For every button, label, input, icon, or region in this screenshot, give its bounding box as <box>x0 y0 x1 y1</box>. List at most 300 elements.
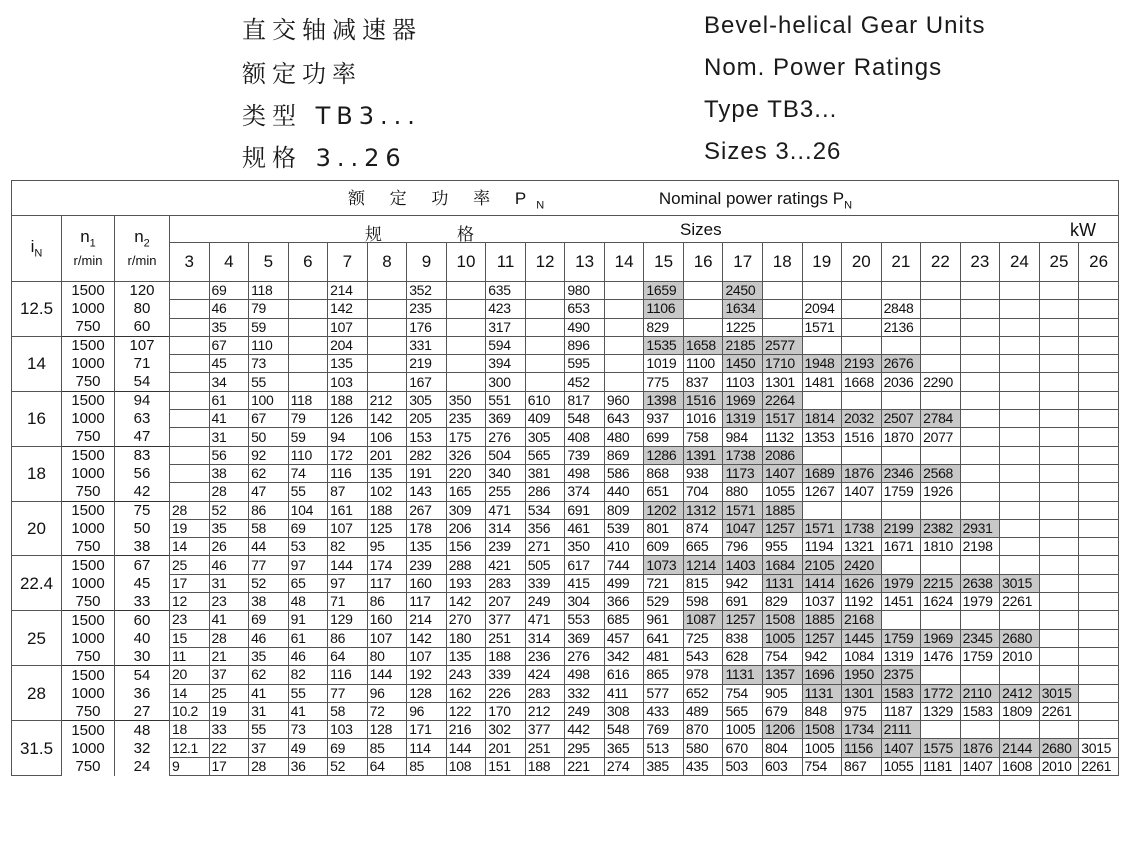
power-value-cell: 302 <box>486 721 526 739</box>
power-value-cell: 144 <box>367 666 407 684</box>
power-value-cell: 880 <box>723 483 763 501</box>
n1-cell: 1500 <box>62 282 115 300</box>
power-value-cell: 1772 <box>921 684 961 702</box>
power-value-cell <box>1000 666 1040 684</box>
power-value-cell: 2375 <box>881 666 921 684</box>
power-value-cell <box>1039 593 1079 611</box>
power-value-cell: 176 <box>407 318 447 336</box>
power-value-cell: 44 <box>249 538 289 556</box>
power-value-cell: 411 <box>604 684 644 702</box>
power-value-cell: 276 <box>565 647 605 665</box>
power-value-cell: 2931 <box>960 519 1000 537</box>
power-value-cell <box>921 282 961 300</box>
size-col-header: 4 <box>209 243 249 282</box>
size-col-header: 20 <box>842 243 882 282</box>
power-value-cell: 206 <box>446 519 486 537</box>
power-value-cell <box>1000 501 1040 519</box>
power-value-cell: 69 <box>328 739 368 757</box>
power-value-cell: 135 <box>407 538 447 556</box>
power-value-cell: 10.2 <box>170 702 210 720</box>
power-value-cell: 1979 <box>881 574 921 592</box>
power-value-cell: 128 <box>367 721 407 739</box>
power-value-cell <box>288 355 328 373</box>
power-value-cell: 274 <box>604 757 644 775</box>
power-value-cell: 503 <box>723 757 763 775</box>
power-value-cell: 408 <box>565 428 605 446</box>
power-value-cell <box>842 446 882 464</box>
power-value-cell: 594 <box>486 336 526 354</box>
power-value-cell: 220 <box>446 464 486 482</box>
power-value-cell: 2450 <box>723 282 763 300</box>
power-value-cell <box>1039 300 1079 318</box>
power-value-cell: 457 <box>604 629 644 647</box>
power-value-cell: 174 <box>367 556 407 574</box>
power-value-cell <box>802 446 842 464</box>
power-value-cell: 505 <box>525 556 565 574</box>
power-value-cell: 85 <box>367 739 407 757</box>
power-value-cell: 350 <box>446 391 486 409</box>
power-value-cell: 180 <box>446 629 486 647</box>
power-value-cell: 17 <box>209 757 249 775</box>
n2-cell: 27 <box>115 702 170 720</box>
power-value-cell: 1407 <box>960 757 1000 775</box>
power-value-cell: 67 <box>209 336 249 354</box>
power-value-cell <box>921 721 961 739</box>
power-value-cell: 2784 <box>921 410 961 428</box>
power-value-cell: 3015 <box>1079 739 1119 757</box>
power-value-cell: 1759 <box>881 629 921 647</box>
power-value-cell: 775 <box>644 373 684 391</box>
power-value-cell: 534 <box>525 501 565 519</box>
power-value-cell <box>446 336 486 354</box>
power-value-cell: 670 <box>723 739 763 757</box>
ratio-cell: 20 <box>12 501 62 556</box>
table-row <box>12 629 1119 647</box>
power-value-cell: 610 <box>525 391 565 409</box>
power-value-cell: 221 <box>565 757 605 775</box>
power-value-cell: 142 <box>328 300 368 318</box>
n1-cell: 750 <box>62 593 115 611</box>
power-value-cell: 617 <box>565 556 605 574</box>
sizes-header <box>170 216 1119 243</box>
power-value-cell: 212 <box>525 702 565 720</box>
power-value-cell <box>842 336 882 354</box>
table-row <box>12 647 1119 665</box>
power-value-cell <box>960 410 1000 428</box>
power-value-cell <box>1039 483 1079 501</box>
power-value-cell: 2848 <box>881 300 921 318</box>
power-value-cell: 1357 <box>762 666 802 684</box>
power-value-cell <box>881 446 921 464</box>
power-value-cell: 1571 <box>802 519 842 537</box>
power-value-cell <box>367 336 407 354</box>
power-value-cell: 801 <box>644 519 684 537</box>
size-col-header: 11 <box>486 243 526 282</box>
power-value-cell <box>960 355 1000 373</box>
power-value-cell: 129 <box>328 611 368 629</box>
size-col-header: 25 <box>1039 243 1079 282</box>
power-value-cell: 1194 <box>802 538 842 556</box>
power-value-cell: 721 <box>644 574 684 592</box>
power-value-cell: 35 <box>209 318 249 336</box>
power-value-cell: 175 <box>446 428 486 446</box>
power-value-cell: 1131 <box>723 666 763 684</box>
power-value-cell <box>1079 538 1119 556</box>
power-value-cell: 1809 <box>1000 702 1040 720</box>
power-value-cell: 3015 <box>1000 574 1040 592</box>
power-value-cell: 975 <box>842 702 882 720</box>
power-value-cell <box>921 336 961 354</box>
power-value-cell: 440 <box>604 483 644 501</box>
power-value-cell: 64 <box>367 757 407 775</box>
power-value-cell: 73 <box>249 355 289 373</box>
power-value-cell: 214 <box>328 282 368 300</box>
power-value-cell: 2577 <box>762 336 802 354</box>
power-value-cell: 201 <box>367 446 407 464</box>
power-value-cell: 1979 <box>960 593 1000 611</box>
power-value-cell: 1398 <box>644 391 684 409</box>
table-row <box>12 574 1119 592</box>
n1-cell: 1500 <box>62 391 115 409</box>
power-value-cell: 1950 <box>842 666 882 684</box>
size-col-header: 12 <box>525 243 565 282</box>
power-value-cell: 48 <box>288 593 328 611</box>
power-value-cell <box>960 666 1000 684</box>
power-value-cell: 499 <box>604 574 644 592</box>
power-value-cell: 2144 <box>1000 739 1040 757</box>
power-value-cell <box>1079 556 1119 574</box>
power-value-cell <box>1079 336 1119 354</box>
title-zh-line-4: 规格 3..26 <box>242 144 407 172</box>
power-value-cell <box>960 483 1000 501</box>
power-value-cell <box>1000 428 1040 446</box>
power-value-cell <box>1079 410 1119 428</box>
power-value-cell: 69 <box>249 611 289 629</box>
power-value-cell <box>1039 501 1079 519</box>
power-value-cell: 1451 <box>881 593 921 611</box>
power-value-cell: 45 <box>209 355 249 373</box>
power-value-cell: 2412 <box>1000 684 1040 702</box>
power-value-cell: 35 <box>209 519 249 537</box>
power-value-cell: 25 <box>209 684 249 702</box>
power-value-cell <box>170 373 210 391</box>
power-value-cell: 142 <box>367 410 407 428</box>
power-value-cell: 17 <box>170 574 210 592</box>
power-value-cell: 142 <box>446 593 486 611</box>
power-value-cell: 236 <box>525 647 565 665</box>
power-value-cell: 135 <box>328 355 368 373</box>
power-value-cell: 308 <box>604 702 644 720</box>
power-value-cell: 837 <box>683 373 723 391</box>
power-value-cell <box>960 300 1000 318</box>
power-value-cell: 295 <box>565 739 605 757</box>
power-value-cell <box>881 501 921 519</box>
power-value-cell: 96 <box>407 702 447 720</box>
power-value-cell: 226 <box>486 684 526 702</box>
n2-cell: 60 <box>115 611 170 629</box>
power-value-cell: 1571 <box>802 318 842 336</box>
table-row <box>12 483 1119 501</box>
power-value-cell <box>446 300 486 318</box>
size-col-header: 19 <box>802 243 842 282</box>
power-value-cell: 332 <box>565 684 605 702</box>
power-value-cell: 219 <box>407 355 447 373</box>
power-value-cell: 815 <box>683 574 723 592</box>
power-value-cell: 214 <box>407 611 447 629</box>
power-value-cell: 2010 <box>1039 757 1079 775</box>
power-value-cell: 107 <box>407 647 447 665</box>
power-value-cell <box>960 336 1000 354</box>
power-value-cell: 896 <box>565 336 605 354</box>
power-value-cell: 350 <box>565 538 605 556</box>
power-value-cell: 67 <box>249 410 289 428</box>
power-value-cell: 1257 <box>723 611 763 629</box>
power-value-cell: 1084 <box>842 647 882 665</box>
power-value-cell: 305 <box>407 391 447 409</box>
power-value-cell: 1658 <box>683 336 723 354</box>
power-value-cell: 107 <box>328 318 368 336</box>
power-value-cell <box>1000 464 1040 482</box>
power-value-cell: 796 <box>723 538 763 556</box>
ratio-cell: 18 <box>12 446 62 501</box>
power-value-cell <box>1039 629 1079 647</box>
power-value-cell: 216 <box>446 721 486 739</box>
power-value-cell: 38 <box>209 464 249 482</box>
table-row <box>12 593 1119 611</box>
power-value-cell <box>525 355 565 373</box>
power-value-cell: 421 <box>486 556 526 574</box>
power-value-cell: 1037 <box>802 593 842 611</box>
power-value-cell: 2193 <box>842 355 882 373</box>
power-value-cell <box>762 300 802 318</box>
n1-cell: 750 <box>62 757 115 775</box>
power-value-cell: 31 <box>209 574 249 592</box>
n2-cell: 30 <box>115 647 170 665</box>
power-value-cell <box>446 318 486 336</box>
power-value-cell: 128 <box>407 684 447 702</box>
power-value-cell <box>1079 318 1119 336</box>
power-value-cell: 286 <box>525 483 565 501</box>
power-value-cell: 107 <box>367 629 407 647</box>
power-value-cell: 595 <box>565 355 605 373</box>
power-value-cell: 342 <box>604 647 644 665</box>
power-value-cell <box>1000 483 1040 501</box>
power-value-cell: 249 <box>565 702 605 720</box>
n2-cell: 83 <box>115 446 170 464</box>
power-value-cell: 1414 <box>802 574 842 592</box>
power-value-cell: 61 <box>209 391 249 409</box>
power-value-cell: 2010 <box>1000 647 1040 665</box>
size-col-header: 23 <box>960 243 1000 282</box>
table-title-zh: 额 定 功 率 P <box>347 189 537 209</box>
power-value-cell: 1005 <box>802 739 842 757</box>
power-value-cell: 201 <box>486 739 526 757</box>
power-value-cell: 2420 <box>842 556 882 574</box>
power-value-cell: 331 <box>407 336 447 354</box>
power-value-cell <box>1079 282 1119 300</box>
table-row <box>12 757 1119 775</box>
ratio-cell: 16 <box>12 391 62 446</box>
power-value-cell: 69 <box>288 519 328 537</box>
power-value-cell: 2215 <box>921 574 961 592</box>
power-value-cell: 19 <box>170 519 210 537</box>
power-value-cell <box>525 373 565 391</box>
n1-cell: 1500 <box>62 611 115 629</box>
power-value-cell: 481 <box>644 647 684 665</box>
power-value-cell: 829 <box>762 593 802 611</box>
power-value-cell: 100 <box>249 391 289 409</box>
size-col-header: 3 <box>170 243 210 282</box>
power-value-cell: 41 <box>209 410 249 428</box>
power-value-cell: 41 <box>249 684 289 702</box>
power-value-cell: 1257 <box>802 629 842 647</box>
power-value-cell: 2086 <box>762 446 802 464</box>
power-value-cell: 1047 <box>723 519 763 537</box>
power-value-cell: 1257 <box>762 519 802 537</box>
power-value-cell: 1445 <box>842 629 882 647</box>
power-value-cell: 188 <box>367 501 407 519</box>
power-value-cell <box>170 336 210 354</box>
power-value-cell: 1476 <box>921 647 961 665</box>
power-value-cell <box>170 300 210 318</box>
power-value-cell: 2638 <box>960 574 1000 592</box>
power-value-cell: 86 <box>249 501 289 519</box>
power-value-cell: 1156 <box>842 739 882 757</box>
power-value-cell: 106 <box>367 428 407 446</box>
power-value-cell: 1206 <box>762 721 802 739</box>
power-value-cell: 365 <box>604 739 644 757</box>
power-value-cell: 23 <box>170 611 210 629</box>
power-value-cell <box>170 464 210 482</box>
power-value-cell: 423 <box>486 300 526 318</box>
power-value-cell <box>170 318 210 336</box>
power-value-cell: 46 <box>249 629 289 647</box>
power-value-cell: 85 <box>407 757 447 775</box>
power-value-cell: 28 <box>209 629 249 647</box>
power-value-cell: 62 <box>249 666 289 684</box>
power-value-cell: 14 <box>170 684 210 702</box>
n1-cell: 1000 <box>62 355 115 373</box>
table-row <box>12 611 1119 629</box>
table-row <box>12 739 1119 757</box>
power-value-cell <box>1039 428 1079 446</box>
n2-cell: 80 <box>115 300 170 318</box>
power-value-cell: 424 <box>525 666 565 684</box>
power-value-cell: 21 <box>209 647 249 665</box>
power-value-cell <box>446 282 486 300</box>
power-value-cell: 2077 <box>921 428 961 446</box>
power-value-cell: 144 <box>446 739 486 757</box>
power-value-cell: 369 <box>486 410 526 428</box>
power-value-cell <box>367 355 407 373</box>
power-value-cell: 165 <box>446 483 486 501</box>
power-value-cell: 117 <box>407 593 447 611</box>
power-value-cell: 377 <box>525 721 565 739</box>
power-value-cell: 548 <box>565 410 605 428</box>
power-value-cell: 1885 <box>762 501 802 519</box>
power-value-cell: 191 <box>407 464 447 482</box>
power-value-cell: 91 <box>288 611 328 629</box>
power-value-cell: 170 <box>486 702 526 720</box>
size-col-header: 15 <box>644 243 684 282</box>
power-value-cell: 744 <box>604 556 644 574</box>
power-value-cell <box>921 501 961 519</box>
power-value-cell: 28 <box>209 483 249 501</box>
power-value-cell: 55 <box>249 721 289 739</box>
power-value-cell: 2199 <box>881 519 921 537</box>
power-value-cell <box>921 666 961 684</box>
power-value-cell <box>683 300 723 318</box>
power-value-cell: 1132 <box>762 428 802 446</box>
power-value-cell: 374 <box>565 483 605 501</box>
power-value-cell <box>604 318 644 336</box>
table-row <box>12 355 1119 373</box>
power-value-cell: 865 <box>644 666 684 684</box>
power-value-cell <box>1039 446 1079 464</box>
power-value-cell <box>1079 702 1119 720</box>
power-value-cell: 2676 <box>881 355 921 373</box>
title-en-line-4: Sizes 3...26 <box>704 138 842 165</box>
power-value-cell: 809 <box>604 501 644 519</box>
power-value-cell <box>1039 574 1079 592</box>
power-value-cell: 92 <box>249 446 289 464</box>
power-value-cell: 26 <box>209 538 249 556</box>
power-value-cell: 580 <box>683 739 723 757</box>
n2-cell: 33 <box>115 593 170 611</box>
n1-cell: 1500 <box>62 336 115 354</box>
power-value-cell <box>842 391 882 409</box>
power-value-cell: 103 <box>328 373 368 391</box>
n1-cell: 750 <box>62 318 115 336</box>
power-value-cell: 1192 <box>842 593 882 611</box>
power-value-cell: 2261 <box>1039 702 1079 720</box>
power-value-cell: 74 <box>288 464 328 482</box>
power-value-cell: 635 <box>486 282 526 300</box>
power-value-cell: 276 <box>486 428 526 446</box>
table-body <box>12 282 1119 776</box>
power-value-cell <box>1000 721 1040 739</box>
power-value-cell <box>1000 556 1040 574</box>
power-value-cell: 116 <box>328 666 368 684</box>
power-value-cell <box>1039 355 1079 373</box>
power-value-cell: 598 <box>683 593 723 611</box>
power-value-cell: 249 <box>525 593 565 611</box>
power-value-cell <box>1039 373 1079 391</box>
power-value-cell: 52 <box>249 574 289 592</box>
power-value-cell: 55 <box>288 483 328 501</box>
n2-cell: 94 <box>115 391 170 409</box>
power-value-cell: 1301 <box>762 373 802 391</box>
power-value-cell: 9 <box>170 757 210 775</box>
power-value-cell: 23 <box>209 593 249 611</box>
power-value-cell: 31 <box>209 428 249 446</box>
power-value-cell: 38 <box>249 593 289 611</box>
power-value-cell: 616 <box>604 666 644 684</box>
size-col-header: 21 <box>881 243 921 282</box>
power-value-cell: 82 <box>328 538 368 556</box>
ratio-cell: 12.5 <box>12 282 62 337</box>
power-value-cell <box>881 611 921 629</box>
power-value-cell: 69 <box>209 282 249 300</box>
power-value-cell: 102 <box>367 483 407 501</box>
power-value-cell: 271 <box>525 538 565 556</box>
table-row <box>12 391 1119 409</box>
power-value-cell: 188 <box>486 647 526 665</box>
power-value-cell <box>1039 282 1079 300</box>
power-value-cell <box>881 556 921 574</box>
power-value-cell <box>1079 373 1119 391</box>
power-value-cell <box>1079 593 1119 611</box>
